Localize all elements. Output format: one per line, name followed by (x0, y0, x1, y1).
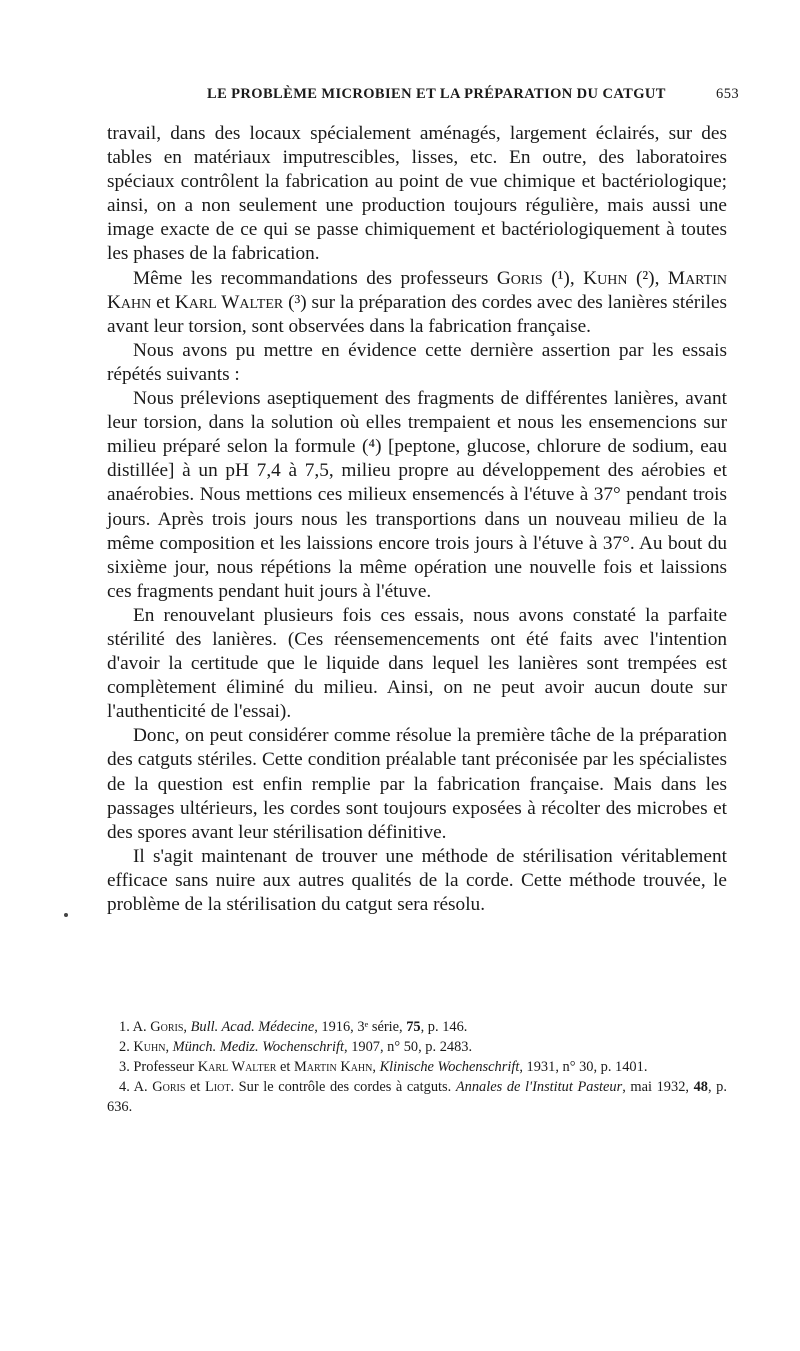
paragraph-7: Il s'agit maintenant de trouver une méthode de stérilisation véritablement efficace sans nuire aux autres qualités de la corde. Cette méthode trouvée, le problème de la stérilisation du catgut sera résolu. (107, 845, 727, 915)
footnote-text: , p. 146. (420, 1019, 468, 1035)
footnote-text: , 1916, 3ᵉ série, (314, 1019, 407, 1035)
paragraph-4 (107, 387, 727, 604)
footnote-text: A. (129, 1019, 151, 1035)
body-text (107, 122, 727, 917)
p2-text-1: Même les recommandations des professeurs (133, 267, 497, 289)
footnote-text: Professeur (129, 1059, 198, 1075)
footnote-text: et (276, 1059, 294, 1075)
footnote-1 (107, 1017, 727, 1037)
ref-4: (⁴) (361, 436, 382, 458)
footnote-text: , p. 636. (107, 1079, 727, 1115)
footnote-journal: Münch. Mediz. Wochenschrift (172, 1039, 344, 1055)
author-goris: Goris (496, 267, 543, 289)
footnote-number: 3. (119, 1059, 130, 1075)
ref-3: (³) (283, 291, 307, 313)
footnote-text: , mai 1932, (622, 1079, 694, 1095)
p4-text-2: [peptone, glucose, chlorure de sodium, eau distillée] à un pH 7,4 à 7,5, milieu propre au développement des aérobies et anaérobies. Nous mettions ces milieux ensemencés à l'étuve à 37° pendant trois jours. Après trois jours nous les transportions dans un nouveau milieu de la même composition et les laissions encore trois jours à l'étuve à 37°. Au bout du sixième jour, nous répétions la même opération une nouvelle fois et laissions ces fragments pendant huit jours à l'étuve. (107, 436, 727, 602)
p2-text-2: et (151, 291, 175, 313)
footnote-2 (107, 1037, 727, 1057)
footnote-text: , (372, 1059, 380, 1075)
footnote-text: , 1931, n° 30, p. 1401. (519, 1059, 648, 1075)
paragraph-1: travail, dans des locaux spécialement aménagés, largement éclairés, sur des tables en matériaux imputrescibles, lisses, etc. En outre, des laboratoires spéciaux contrôlent la fabrication au point de vue chimique et bactériologique; ainsi, on a non seulement une production toujours régulière, mais aussi une image exacte de ce qui se passe chimiquement et bactériologiquement à toutes les phases de la fabrication. (107, 123, 727, 265)
footnote-text: , 1907, n° 50, p. 2483. (344, 1039, 473, 1055)
footnote-author: Goris (152, 1079, 186, 1095)
footnote-volume: 48 (693, 1079, 708, 1095)
paragraph-3: Nous avons pu mettre en évidence cette dernière assertion par les essais répétés suivants : (107, 339, 727, 385)
footnote-text: A. (129, 1079, 153, 1095)
page-number: 653 (716, 86, 739, 102)
footnote-text: , (165, 1039, 173, 1055)
footnote-number: 4. (119, 1079, 130, 1095)
footnote-text: . Sur le contrôle des cordes à catguts. (230, 1079, 456, 1095)
paragraph-2 (107, 267, 727, 339)
footnote-journal: Klinische Wochenschrift (379, 1059, 520, 1075)
running-title: LE PROBLÈME MICROBIEN ET LA PRÉPARATION DU CATGUT (207, 86, 666, 102)
footnotes (107, 1017, 727, 1117)
footnote-author: Goris (150, 1019, 184, 1035)
author-karl-walter: Karl Walter (174, 291, 284, 313)
margin-mark (64, 913, 68, 917)
author-kuhn: Kuhn (583, 267, 628, 289)
footnote-author: Karl Walter (197, 1059, 277, 1075)
footnote-author: Kuhn (133, 1039, 166, 1055)
ref-1: (¹), (542, 267, 584, 289)
footnote-author: Martin Kahn (293, 1059, 373, 1075)
footnote-volume: 75 (406, 1019, 421, 1035)
footnote-journal: Annales de l'Institut Pasteur (455, 1079, 623, 1095)
p4-text-1: Nous prélevions aseptiquement des fragments de différentes lanières, avant leur torsion, dans la solution où elles trempaient et nous les ensemencions sur milieu préparé selon la formule (107, 388, 727, 458)
author-martin-kahn: Martin Kahn (107, 267, 727, 313)
ref-2: (²), (627, 267, 668, 289)
footnote-number: 2. (119, 1039, 130, 1055)
footnote-4 (107, 1077, 727, 1117)
footnote-text: , (183, 1019, 191, 1035)
paragraph-6: Donc, on peut considérer comme résolue la première tâche de la préparation des catguts stériles. Cette condition préalable tant préconisée par les spécialistes de la question est enfin remplie par la fabrication française. Mais dans les passages ultérieurs, les cordes sont toujours exposées à récolter des microbes et des spores avant leur stérilisation définitive. (107, 725, 727, 843)
footnote-text: et (185, 1079, 205, 1095)
footnote-3 (107, 1057, 727, 1077)
footnote-author: Liot (204, 1079, 231, 1095)
footnote-journal: Bull. Acad. Médecine (190, 1019, 315, 1035)
p2-text-3: sur la préparation des cordes avec des lanières stériles avant leur torsion, sont observées dans la fabrication française. (107, 291, 727, 337)
paragraph-5: En renouvelant plusieurs fois ces essais, nous avons constaté la parfaite stérilité des lanières. (Ces réensemencements ont été faits avec l'intention d'avoir la certitude que le liquide dans lequel les lanières sont trempées est complètement éliminé du milieu. Ainsi, on ne peut avoir aucun doute sur l'authenticité de l'essai). (107, 604, 727, 723)
footnote-number: 1. (119, 1019, 130, 1035)
